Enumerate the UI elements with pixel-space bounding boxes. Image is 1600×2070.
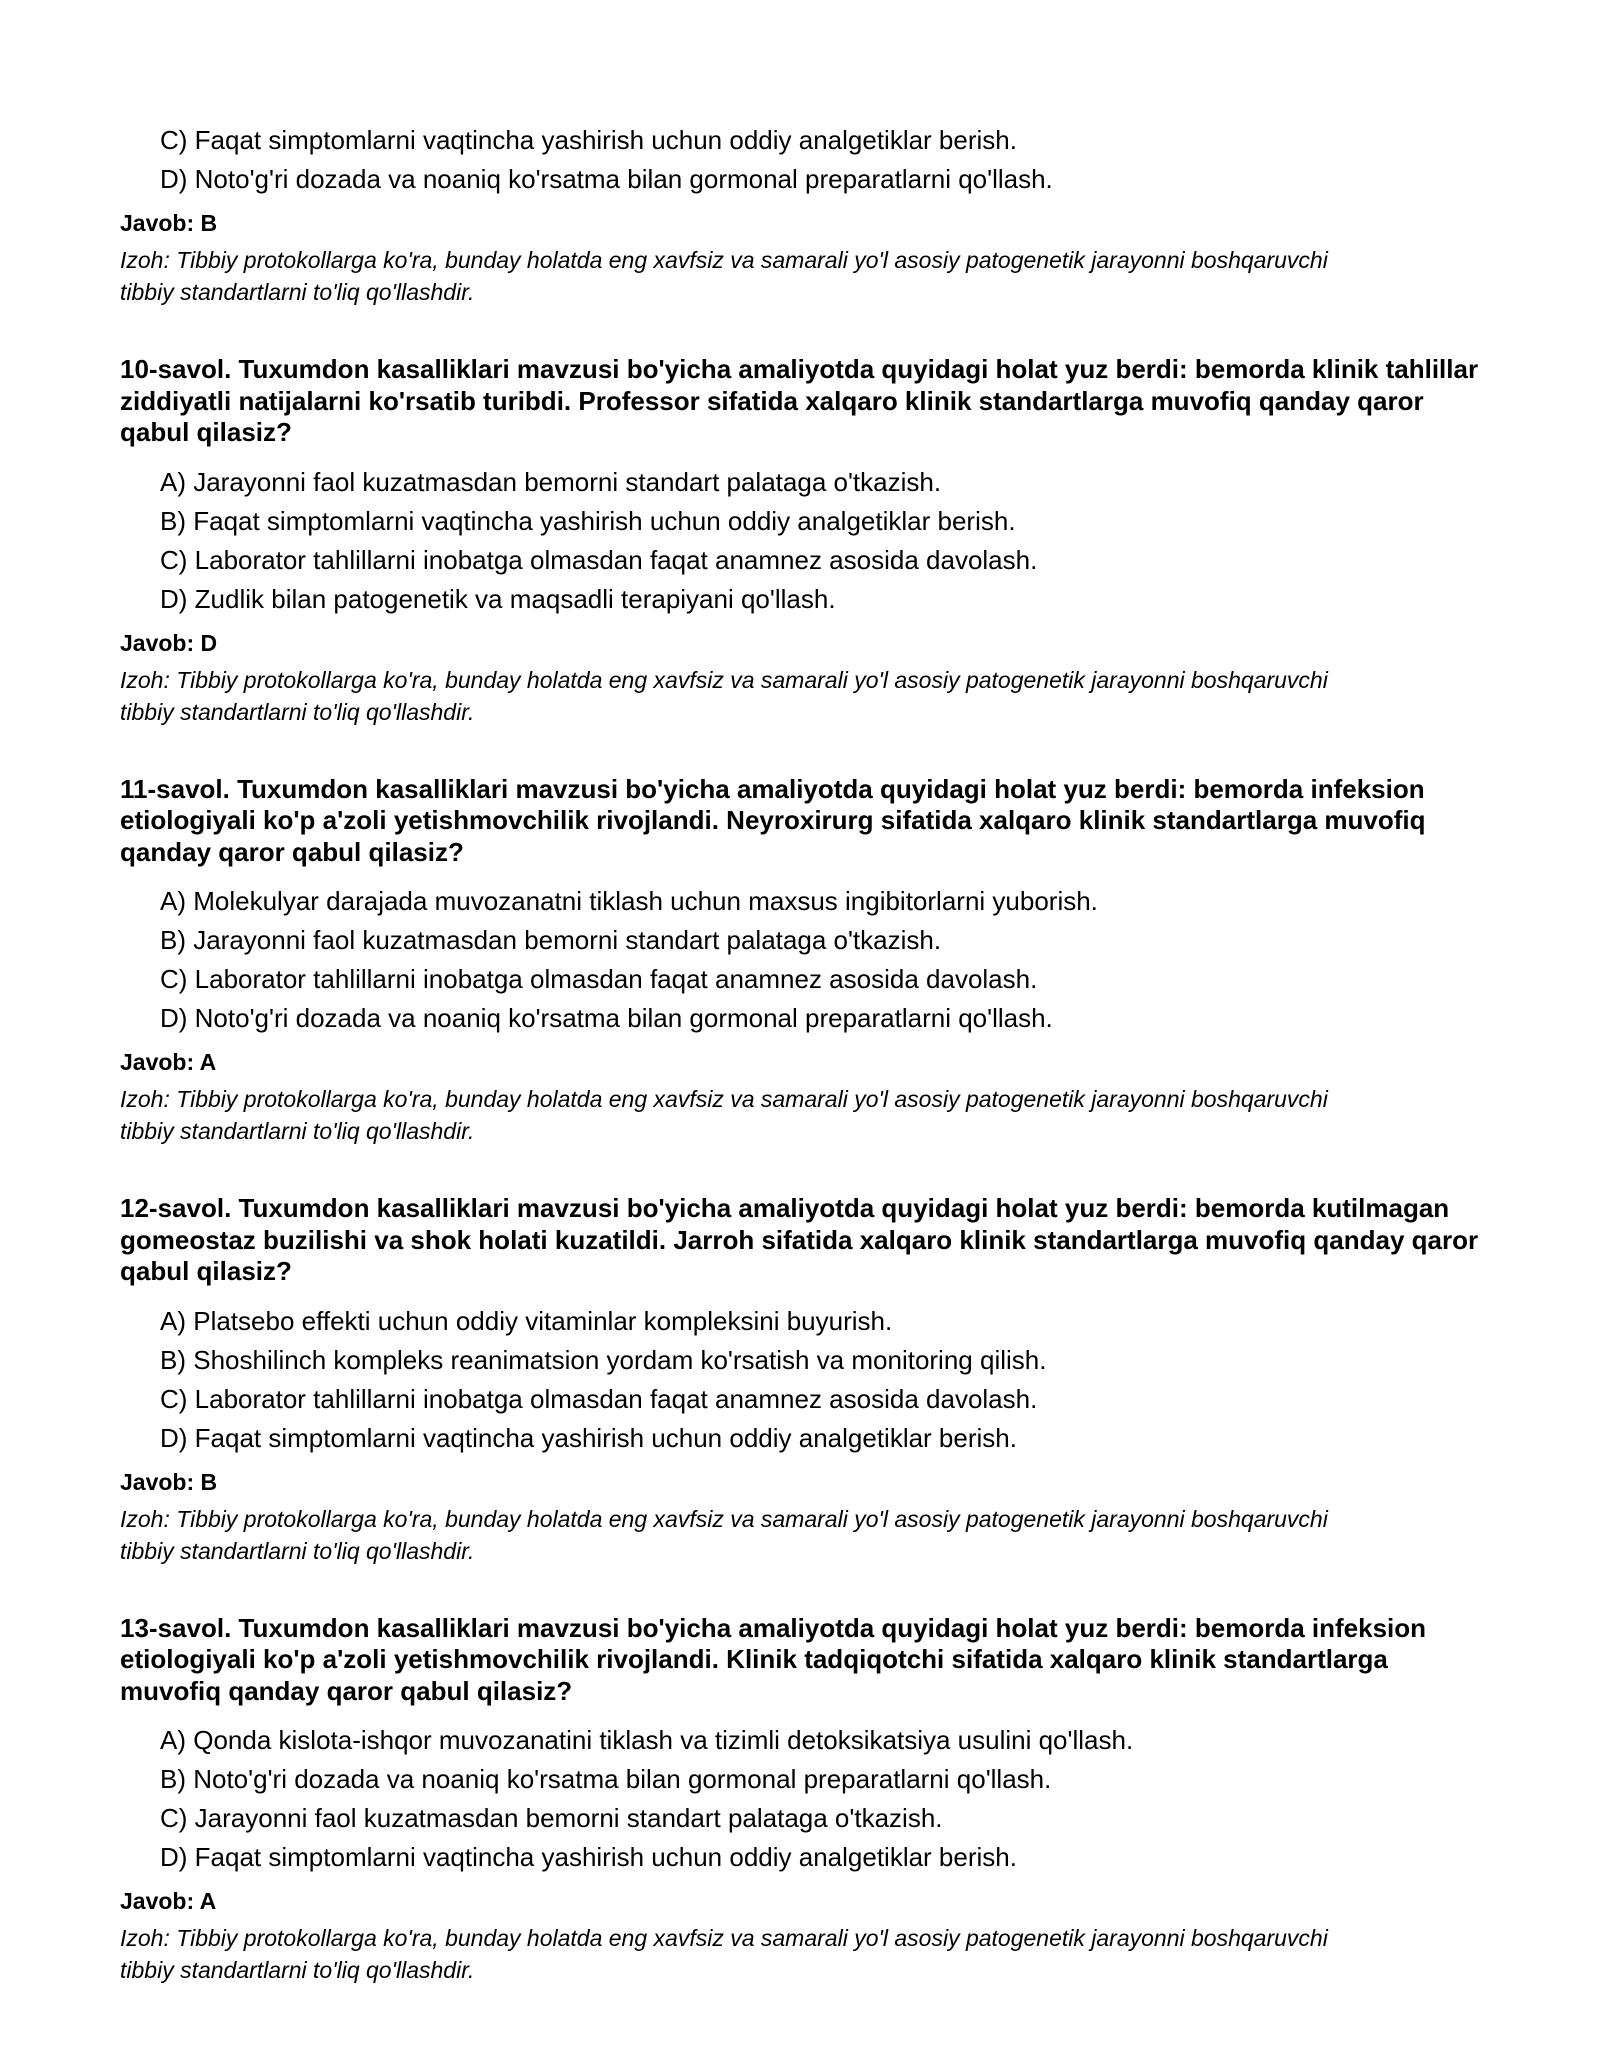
answer: Javob: B [120,1468,218,1495]
answer: Javob: B [120,210,218,236]
option-d: D) Faqat simptomlarni vaqtincha yashirish uchun oddiy analgetiklar berish. [160,1842,1017,1872]
explanation: Izoh: Tibbiy protokollarga ko'ra, bunday holatda eng xavfsiz va samarali yo'l asosiy patogenetik jarayonni boshqaruvchi tibbiy standartlarni to'liq qo'llashdir. [120,247,1328,305]
question-block-10 [120,354,1480,728]
option-d: D) Faqat simptomlarni vaqtincha yashirish uchun oddiy analgetiklar berish. [160,1422,1017,1453]
option-b: B) Noto'g'ri dozada va noaniq ko'rsatma bilan gormonal preparatlarni qo'llash. [160,1764,1052,1794]
explanation: Izoh: Tibbiy protokollarga ko'ra, bunday holatda eng xavfsiz va samarali yo'l asosiy patogenetik jarayonni boshqaruvchi tibbiy standartlarni to'liq qo'llashdir. [120,1505,1328,1564]
options-list [120,1302,1480,1458]
option-b: B) Shoshilinch kompleks reanimatsion yordam ko'rsatish va monitoring qilish. [160,1344,1047,1375]
question-block-12 [120,1193,1480,1567]
option-d: D) Noto'g'ri dozada va noaniq ko'rsatma bilan gormonal preparatlarni qo'llash. [160,164,1053,194]
option-a: A) Molekulyar darajada muvozanatni tiklash uchun maxsus ingibitorlarni yuborish. [160,886,1098,916]
explanation: Izoh: Tibbiy protokollarga ko'ra, bunday holatda eng xavfsiz va samarali yo'l asosiy patogenetik jarayonni boshqaruvchi tibbiy standartlarni to'liq qo'llashdir. [120,1925,1328,1983]
option-c: C) Laborator tahlillarni inobatga olmasdan faqat anamnez asosida davolash. [160,964,1038,994]
question-text: 13-savol. Tuxumdon kasalliklari mavzusi bo'yicha amaliyotda quyidagi holat yuz berdi: bemorda infeksion etiologiyali ko'p a'zoli yetishmovchilik rivojlandi. Klinik tadqiqotchi sifatida xalqaro klinik standartlarga muvofiq qanday qaror qabul qilasiz? [120,1612,1427,1706]
options-list [120,882,1480,1038]
options-list [120,121,1480,199]
options-list [120,463,1480,619]
option-a: A) Jarayonni faol kuzatmasdan bemorni standart palataga o'tkazish. [160,466,942,497]
option-c: C) Jarayonni faol kuzatmasdan bemorni standart palataga o'tkazish. [160,1803,943,1833]
option-b: B) Faqat simptomlarni vaqtincha yashirish uchun oddiy analgetiklar berish. [160,505,1016,536]
option-d: D) Noto'g'ri dozada va noaniq ko'rsatma bilan gormonal preparatlarni qo'llash. [160,1003,1053,1033]
answer: Javob: D [120,629,218,656]
option-d: D) Zudlik bilan patogenetik va maqsadli terapiyani qo'llash. [160,583,836,614]
answer: Javob: A [120,1049,217,1075]
question-block-continued [120,121,1480,308]
option-a: A) Qonda kislota-ishqor muvozanatini tiklash va tizimli detoksikatsiya usulini qo'llash. [160,1725,1134,1755]
options-list [120,1721,1480,1877]
question-text: 12-savol. Tuxumdon kasalliklari mavzusi bo'yicha amaliyotda quyidagi holat yuz berdi: bemorda kutilmagan gomeostaz buzilishi va shok holati kuzatildi. Jarroh sifatida xalqaro klinik standartlarga muvofiq qanday qaror qabul qilasiz? [120,1193,1479,1286]
option-c: C) Laborator tahlillarni inobatga olmasdan faqat anamnez asosida davolash. [160,544,1038,575]
question-text: 10-savol. Tuxumdon kasalliklari mavzusi bo'yicha amaliyotda quyidagi holat yuz berdi: bemorda klinik tahlillar ziddiyatli natijalarni ko'rsatib turibdi. Professor sifatida xalqaro klinik standartlarga muvofiq qanday qaror qabul qilasiz? [120,354,1479,447]
question-text: 11-savol. Tuxumdon kasalliklari mavzusi bo'yicha amaliyotda quyidagi holat yuz berdi: bemorda infeksion etiologiyali ko'p a'zoli yetishmovchilik rivojlandi. Neyroxirurg sifatida xalqaro klinik standartlarga muvofiq qanday qaror qabul qilasiz? [120,773,1426,867]
answer: Javob: A [120,1888,217,1914]
option-c: C) Faqat simptomlarni vaqtincha yashirish uchun oddiy analgetiklar berish. [160,125,1017,155]
option-a: A) Platsebo effekti uchun oddiy vitaminlar kompleksini buyurish. [160,1305,893,1336]
explanation: Izoh: Tibbiy protokollarga ko'ra, bunday holatda eng xavfsiz va samarali yo'l asosiy patogenetik jarayonni boshqaruvchi tibbiy standartlarni to'liq qo'llashdir. [120,1086,1328,1144]
option-b: B) Jarayonni faol kuzatmasdan bemorni standart palataga o'tkazish. [160,925,942,955]
question-block-13 [120,1613,1480,1987]
explanation: Izoh: Tibbiy protokollarga ko'ra, bunday holatda eng xavfsiz va samarali yo'l asosiy patogenetik jarayonni boshqaruvchi tibbiy standartlarni to'liq qo'llashdir. [120,666,1328,725]
question-block-11 [120,774,1480,1148]
option-c: C) Laborator tahlillarni inobatga olmasdan faqat anamnez asosida davolash. [160,1383,1038,1414]
